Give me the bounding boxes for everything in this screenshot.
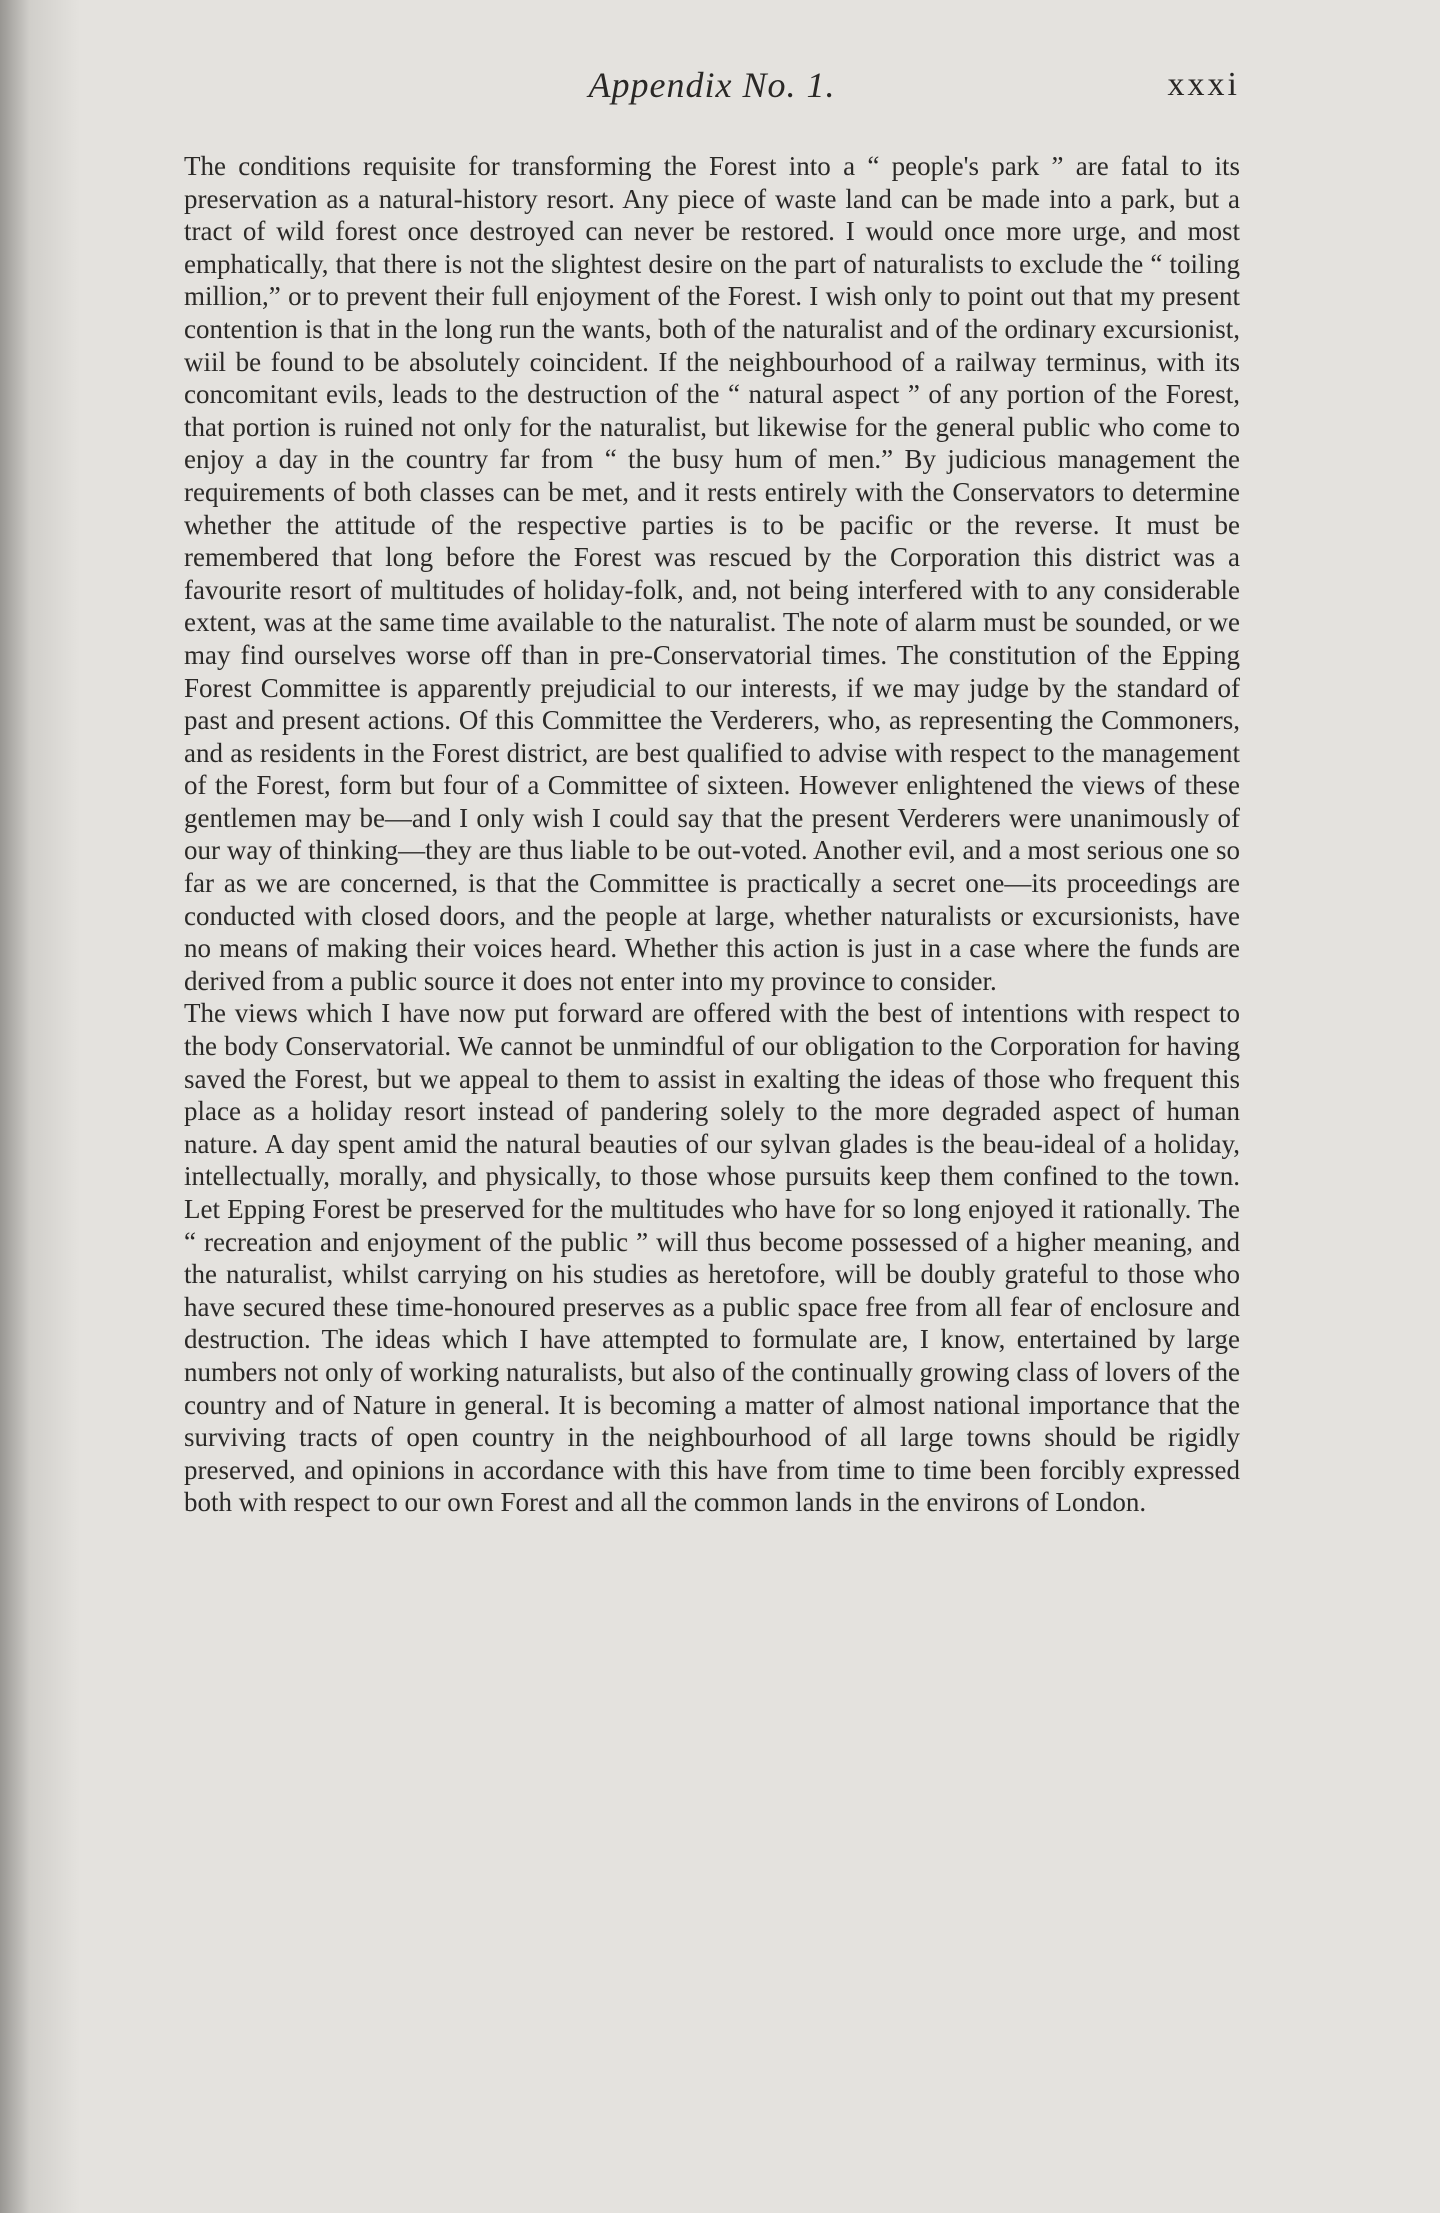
running-head <box>184 64 1240 114</box>
running-title: Appendix No. 1. <box>588 65 836 105</box>
page-number: xxxi <box>1167 66 1240 103</box>
paragraph: The conditions requisite for transforming the Forest into a “ people's park ” are fatal to its preservation as a natural-history resort. Any piece of waste land can be made into a park, but a tract of wild forest once destroyed can never be restored. I would once more urge, and most emphatically, that there is not the slightest desire on the part of naturalists to exclude the “ toiling million,” or to prevent their full enjoyment of the Forest. I wish only to point out that my present contention is that in the long run the wants, both of the naturalist and of the ordinary excursionist, wiil be found to be absolutely coincident. If the neighbourhood of a railway terminus, with its concomitant evils, leads to the destruction of the “ natural aspect ” of any portion of the Forest, that portion is ruined not only for the naturalist, but likewise for the general public who come to enjoy a day in the country far from “ the busy hum of men.” By judicious management the requirements of both classes can be met, and it rests entirely with the Conservators to determine whether the attitude of the respective parties is to be pacific or the reverse. It must be remembered that long before the Forest was rescued by the Corporation this district was a favourite resort of multitudes of holiday-folk, and, not being interfered with to any considerable extent, was at the same time available to the naturalist. The note of alarm must be sounded, or we may find ourselves worse off than in pre-Conservatorial times. The constitution of the Epping Forest Committee is apparently prejudicial to our interests, if we may judge by the standard of past and present actions. Of this Committee the Verderers, who, as representing the Commoners, and as residents in the Forest district, are best qualified to advise with respect to the management of the Forest, form but four of a Committee of sixteen. However enlightened the views of these gentlemen may be—and I only wish I could say that the present Verderers were unanimously of our way of thinking—they are thus liable to be out-voted. Another evil, and a most serious one so far as we are concerned, is that the Committee is practically a secret one—its proceedings are conducted with closed doors, and the people at large, whether naturalists or excursionists, have no means of making their voices heard. Whether this action is just in a case where the funds are derived from a public source it does not enter into my province to consider. <box>184 151 1240 996</box>
body-text <box>184 150 1240 1519</box>
paragraph: The views which I have now put forward are offered with the best of intentions with respect to the body Conservatorial. We cannot be unmindful of our obligation to the Corporation for having saved the Forest, but we appeal to them to assist in exalting the ideas of those who frequent this place as a holiday resort instead of pandering solely to the more degraded aspect of human nature. A day spent amid the natural beauties of our sylvan glades is the beau-ideal of a holiday, intellectually, morally, and physically, to those whose pursuits keep them confined to the town. Let Epping Forest be preserved for the multitudes who have for so long enjoyed it rationally. The “ recreation and enjoyment of the public ” will thus become possessed of a higher meaning, and the naturalist, whilst carrying on his studies as heretofore, will be doubly grateful to those who have secured these time-honoured preserves as a public space free from all fear of enclosure and destruction. The ideas which I have attempted to formulate are, I know, entertained by large numbers not only of working naturalists, but also of the continually growing class of lovers of the country and of Nature in general. It is becoming a matter of almost national importance that the surviving tracts of open country in the neighbourhood of all large towns should be rigidly preserved, and opinions in accordance with this have from time to time been forcibly expressed both with respect to our own Forest and all the common lands in the environs of London. <box>184 998 1240 1518</box>
